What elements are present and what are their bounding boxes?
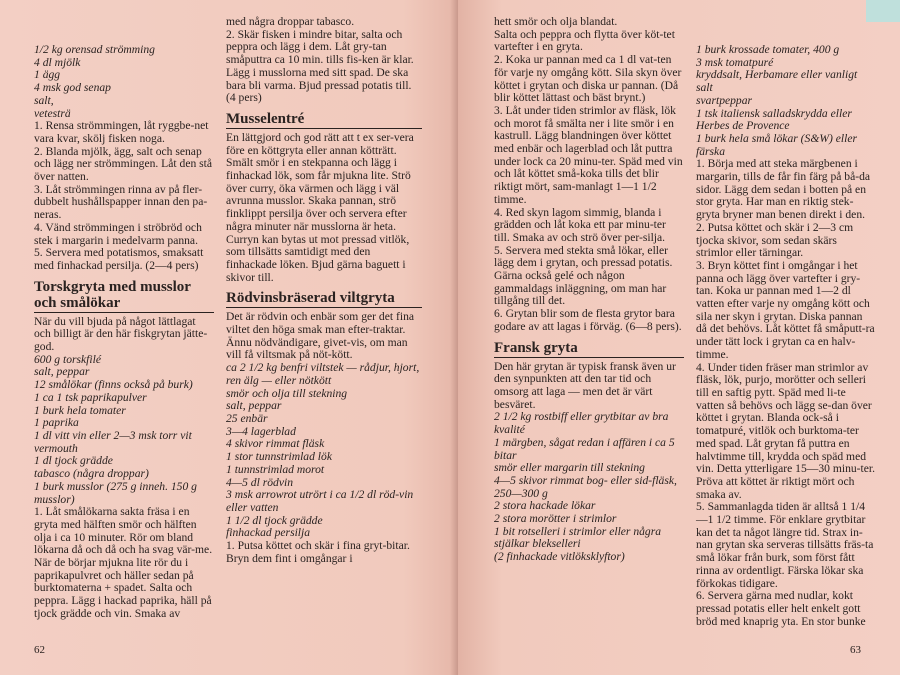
recipe-heading: Rödvinsbräserad viltgryta (226, 290, 422, 308)
text-paragraph: Smält smör i en stekpanna och lägg i finhackad lök, som får mjukna lite. Strö över curry, öka värmen och lägg i väl avrunna musslor. Skaka pannan, strö finklippt persilja över och servera efter några minuter när musslorna är heta. Curryn kan bytas ut mot pressad vitlök, som tillsätts samtidigt med den finhackade löken. Bjud gärna baguett i skivor till. (226, 156, 411, 284)
ingredient-line: kryddsalt, Herbamare eller vanligt salt (696, 68, 858, 95)
ingredient-line: 1 burk musslor (275 g inneh. 150 g musslor) (34, 479, 197, 506)
ingredient-line: 1 paprika (34, 416, 79, 430)
text-paragraph: 1. Börja med att steka märgbenen i margarin, tills de får fin färg på bå-da sidor. Lägg dem sedan i botten på en stor gryta. Har man en riktig stek-gryta bryner man benen direkt i den. (696, 157, 871, 222)
ingredient-line: smör eller margarin till stekning (494, 461, 645, 475)
right-page (458, 0, 900, 675)
ingredient-line: 1 ägg (34, 68, 61, 82)
text-paragraph: 3. Bryn köttet fint i omgångar i het panna och lägg över vartefter i gry-tan. Koka ur pannan med 1—2 dl vatten efter varje ny omgång kött och sila ner skyn i grytan. Diska pannan då det behövs. Låt köttet få småputt-ra under tätt lock i grytan ca en halv-timme. (696, 258, 875, 361)
text-paragraph: 2. Putsa köttet och skär i 2—3 cm tjocka skivor, som sedan skärs strimlor eller tärningar. (696, 220, 854, 260)
text-paragraph: Det är rödvin och enbär som ger det fina viltet den höga smak man efter-traktar. Ännu nödvändigare, givet-vis, om man vill få viltsmak på nöt-kött. (226, 310, 415, 362)
ingredient-line: 12 smålökar (finns också på burk) (34, 378, 193, 392)
text-paragraph: 5. Servera med potatismos, smaksatt med finhackad persilja. (2—4 pers) (34, 246, 204, 272)
text-paragraph: Salta och peppra och flytta över köt-tet vartefter i en gryta. (494, 27, 675, 54)
recipe-heading: Torskgryta med musslor och smålökar (34, 279, 214, 313)
text-paragraph: En lättgjord och god rätt att t ex ser-vera före en köttgryta eller annan kötträtt. (226, 130, 414, 157)
ingredient-line: 1 stor tunnstrimlad lök (226, 450, 332, 464)
ingredient-line: 3 msk tomatpuré (696, 55, 774, 69)
ingredient-line: 3—4 lagerblad (226, 424, 296, 438)
ingredient-line: 25 enbär (226, 411, 268, 425)
ingredient-line: 4 dl mjölk (34, 55, 81, 69)
text-paragraph: med några droppar tabasco. (226, 15, 355, 28)
ingredient-line: salt, peppar (226, 399, 282, 413)
page-number-left: 62 (34, 644, 45, 656)
ingredient-line: 1 burk krossade tomater, 400 g (696, 43, 840, 56)
ingredient-line: 2 1/2 kg rostbiff eller grytbitar av bra kvalité (494, 410, 669, 437)
text-paragraph: 6. Grytan blir som de flesta grytor bara godare av att lagas i förväg. (6—8 pers). (494, 307, 682, 333)
ingredient-line: 1 tunnstrimlad morot (226, 462, 325, 476)
ingredient-line: 3 msk arrowrot utrört i ca 1/2 dl röd-vin eller vatten (226, 488, 414, 514)
ingredient-line: ca 2 1/2 kg benfri viltstek — rådjur, hjort, ren älg — eller nötkött (226, 361, 420, 387)
ingredient-line: finhackad persilja (226, 526, 311, 540)
ingredient-line: svartpeppar (696, 93, 753, 107)
text-paragraph: 3. Låt under tiden strimlor av fläsk, lök och morot få smälta ner i lite smör i en kastrull. Lägg blandningen över köttet med enbär och lagerblad och låt puttra under lock ca 20 minu-ter. Späd med vin och låt köttet små-koka tills det blir riktigt mört, sam-manlagt 1—1 1/2 timme. (494, 103, 683, 206)
left-column-1 (34, 44, 214, 621)
ingredient-line: 1 burk hela små lökar (S&W) eller färska (696, 131, 857, 158)
recipe-heading: Musselentré (226, 111, 422, 129)
text-paragraph: hett smör och olja blandat. (494, 15, 618, 28)
ingredient-line: salt, peppar (34, 365, 90, 379)
table-corner (866, 0, 900, 22)
ingredient-line: tabasco (några droppar) (34, 467, 149, 481)
ingredient-line: 1 märgben, sågat redan i affären i ca 5 bitar (494, 435, 675, 462)
text-paragraph: När du vill bjuda på något lättlagat och billigt är den här fiskgrytan jätte-god. (34, 314, 208, 354)
text-paragraph: 5. Sammanlagda tiden är alltså 1 1/4 —1 1/2 timme. För enklare grytbitar kan det ta något längre tid. Strax in-nan grytan ska serveras tillsätts fräs-ta små lökar från burk, som först fått rinna av ordentligt. Färska lökar ska förkokas tidigare. (696, 500, 874, 590)
ingredient-line: (2 finhackade vitlöksklyftor) (494, 550, 625, 564)
ingredient-line: 1/2 kg orensad strömming (34, 43, 155, 56)
text-paragraph: 6. Servera gärna med nudlar, kokt pressad potatis eller helt enkelt gott bröd med knaprig yta. En stor bunke (696, 589, 866, 628)
text-paragraph: 2. Skär fisken i mindre bitar, salta och peppra och lägg i dem. Låt gry-tan småputtra ca 10 min. tills fis-ken är klar. Lägg i musslorna med sitt spad. De ska bara bli varma. Bjud pressad potatis till. (4 pers) (226, 27, 414, 105)
ingredient-line: 4—5 dl rödvin (226, 475, 293, 489)
right-column-1 (494, 16, 684, 564)
ingredient-line: smör och olja till stekning (226, 386, 348, 400)
ingredient-line: 1 1/2 dl tjock grädde (226, 513, 323, 527)
text-paragraph: 2. Blanda mjölk, ägg, salt och senap och lägg ner strömmingen. Låt den stå över natten. (34, 144, 213, 184)
text-paragraph: 4. Under tiden fräser man strimlor av fläsk, lök, purjo, morötter och selleri till en saftig pytt. Späd med li-te vatten så behövs och lägg se-dan över köttet i grytan. Blanda ock-så i tomatpuré, vitlök och burktoma-ter med spad. Låt grytan få puttra en halvtimme till, krydda och späd med vin. Detta ytterligare 15—30 minu-ter. Pröva att köttet är riktigt mört och smaka av. (696, 360, 876, 501)
ingredient-line: 1 dl vitt vin eller 2—3 msk torr vit vermouth (34, 428, 192, 455)
ingredient-line: 4—5 skivor rimmat bog- eller sid-fläsk, 250—300 g (494, 473, 677, 500)
recipe-heading: Fransk gryta (494, 340, 684, 358)
ingredient-line: salt, (34, 93, 54, 107)
ingredient-line: 1 ca 1 tsk paprikapulver (34, 390, 147, 404)
ingredient-line: 600 g torskfilé (34, 352, 101, 366)
text-paragraph: 4. Red skyn lagom simmig, blanda i grädden och låt koka ett par minu-ter till. Smaka av och strö över per-silja. (494, 205, 666, 244)
ingredient-line: 1 tsk italiensk salladskrydda eller Herbes de Provence (696, 106, 852, 133)
ingredient-line: 1 bit rotselleri i strimlor eller några stjälkar blekselleri (494, 524, 662, 551)
ingredient-line: 1 dl tjock grädde (34, 454, 113, 468)
text-paragraph: 4. Vänd strömmingen i ströbröd och stek i margarin i medelvarm panna. (34, 220, 202, 247)
text-paragraph: 1. Putsa köttet och skär i fina gryt-bitar. Bryn dem fint i omgångar i (226, 539, 410, 565)
text-paragraph: 2. Koka ur pannan med ca 1 dl vat-ten för varje ny omgång kött. Sila skyn över köttet i grytan och diska ur pannan. (Då blir köttet lättast och bäst brynt.) (494, 53, 682, 105)
page-number-right: 63 (850, 644, 861, 656)
text-paragraph: 1. Rensa strömmingen, låt ryggbe-net vara kvar, skölj fisken noga. (34, 119, 209, 145)
text-paragraph: 1. Låt smålökarna sakta fräsa i en gryta med hälften smör och hälften olja i ca 10 minuter. Rör om bland lökarna då och då och ha svag vär-me. När de börjar mjukna lite rör du i paprikapulvret och häller sedan på burktomaterna + spadet. Salta och peppra. Lägg i hackad paprika, häll på tjock grädde och vin. Smaka av (34, 505, 213, 620)
ingredient-line: 4 skivor rimmat fläsk (226, 437, 325, 451)
left-column-2 (226, 16, 422, 565)
ingredient-line: vetesträ (34, 106, 71, 120)
ingredient-line: 1 burk hela tomater (34, 403, 126, 417)
right-column-2 (696, 44, 876, 628)
ingredient-line: 2 stora morötter i strimlor (494, 512, 617, 526)
text-paragraph: Den här grytan är typisk fransk även ur den synpunkten att den tar tid och omsorg att laga — men det är värt besväret. (494, 359, 676, 411)
ingredient-line: 2 stora hackade lökar (494, 499, 596, 513)
ingredient-line: 4 msk god senap (34, 81, 111, 95)
text-paragraph: 5. Servera med stekta små lökar, eller lägg dem i grytan, och pressad potatis. Gärna också gelé och någon gammaldags inläggning, om man har tillgång till det. (494, 243, 673, 308)
text-paragraph: 3. Låt strömmingen rinna av på fler-dubbelt hushållspapper innan den pa-neras. (34, 182, 208, 222)
